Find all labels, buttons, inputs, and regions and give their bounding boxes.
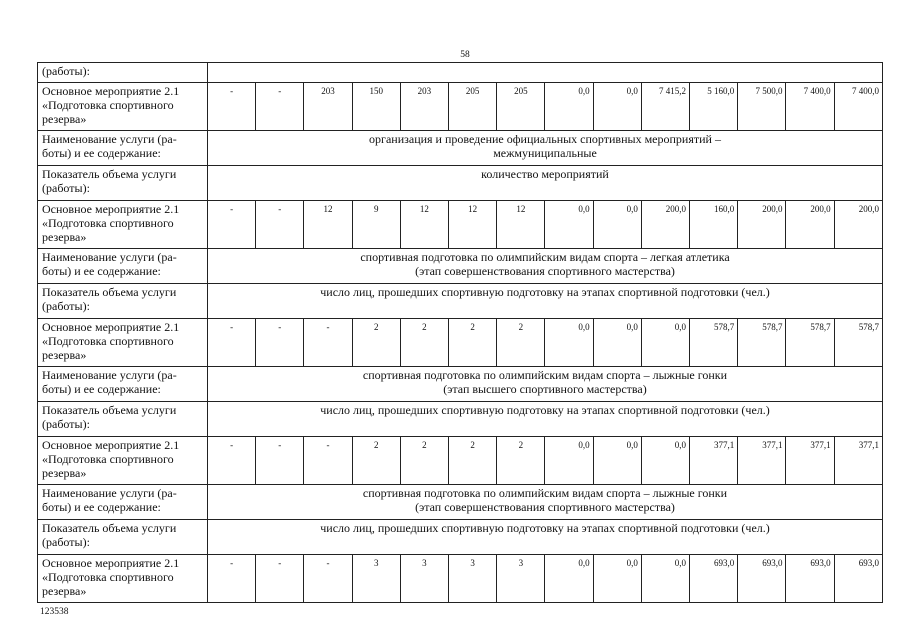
label-line: «Подготовка спортивного bbox=[42, 570, 174, 584]
value-cell: 3 bbox=[400, 555, 448, 603]
label-line: Показатель объема услуги bbox=[42, 521, 177, 535]
value-cell: 200,0 bbox=[834, 201, 882, 249]
row-label bbox=[38, 437, 208, 485]
label-line: Наименование услуги (ра- bbox=[42, 486, 177, 500]
value-cell: 7 415,2 bbox=[641, 83, 689, 131]
value-cell: 203 bbox=[304, 83, 352, 131]
label-line: Наименование услуги (ра- bbox=[42, 368, 177, 382]
label-line: Основное мероприятие 2.1 bbox=[42, 320, 180, 334]
value-cell: 2 bbox=[400, 319, 448, 367]
value-cell: 377,1 bbox=[738, 437, 786, 485]
row-label bbox=[38, 166, 208, 201]
label-line: резерва» bbox=[42, 584, 87, 598]
value-cell: - bbox=[304, 437, 352, 485]
label-line: (работы): bbox=[42, 64, 90, 78]
value-cell: 693,0 bbox=[738, 555, 786, 603]
row-label bbox=[38, 485, 208, 520]
value-cell: 0,0 bbox=[593, 319, 641, 367]
value-cell: 377,1 bbox=[834, 437, 882, 485]
label-line: боты) и ее содержание: bbox=[42, 264, 161, 278]
content-line: (этап совершенствования спортивного мастерства) bbox=[415, 264, 675, 278]
value-cell: 0,0 bbox=[545, 201, 593, 249]
value-cell: 578,7 bbox=[834, 319, 882, 367]
content-line: спортивная подготовка по олимпийским видам спорта – лыжные гонки bbox=[362, 486, 728, 500]
value-cell: - bbox=[256, 555, 304, 603]
value-cell: 578,7 bbox=[786, 319, 834, 367]
row-label bbox=[38, 131, 208, 166]
value-cell: - bbox=[208, 555, 256, 603]
row-label bbox=[38, 319, 208, 367]
label-line: резерва» bbox=[42, 112, 87, 126]
table-row bbox=[38, 402, 883, 437]
value-cell: - bbox=[304, 319, 352, 367]
value-cell: 0,0 bbox=[593, 201, 641, 249]
content-line: количество мероприятий bbox=[481, 167, 609, 181]
label-line: Наименование услуги (ра- bbox=[42, 250, 177, 264]
value-cell: 0,0 bbox=[545, 555, 593, 603]
value-cell: 0,0 bbox=[545, 437, 593, 485]
label-line: резерва» bbox=[42, 466, 87, 480]
label-line: Показатель объема услуги bbox=[42, 167, 177, 181]
content-line: спортивная подготовка по олимпийским видам спорта – легкая атлетика bbox=[360, 250, 730, 264]
table-row bbox=[38, 367, 883, 402]
label-line: резерва» bbox=[42, 348, 87, 362]
value-cell: 200,0 bbox=[738, 201, 786, 249]
value-cell: 5 160,0 bbox=[690, 83, 738, 131]
content-line: спортивная подготовка по олимпийским видам спорта – лыжные гонки bbox=[362, 368, 728, 382]
value-cell: 2 bbox=[497, 437, 545, 485]
row-label bbox=[38, 83, 208, 131]
value-cell: 377,1 bbox=[690, 437, 738, 485]
value-cell: 9 bbox=[352, 201, 400, 249]
label-line: Показатель объема услуги bbox=[42, 285, 177, 299]
content-line: (этап высшего спортивного мастерства) bbox=[443, 382, 647, 396]
value-cell: 693,0 bbox=[834, 555, 882, 603]
value-cell: 200,0 bbox=[786, 201, 834, 249]
table-row bbox=[38, 485, 883, 520]
label-line: «Подготовка спортивного bbox=[42, 334, 174, 348]
value-cell: 160,0 bbox=[690, 201, 738, 249]
value-cell: 578,7 bbox=[690, 319, 738, 367]
value-cell: 150 bbox=[352, 83, 400, 131]
value-cell: 2 bbox=[400, 437, 448, 485]
document-code: 123538 bbox=[40, 607, 69, 617]
value-cell: 7 400,0 bbox=[834, 83, 882, 131]
label-line: Основное мероприятие 2.1 bbox=[42, 556, 180, 570]
service-description bbox=[208, 249, 883, 284]
value-cell: - bbox=[208, 201, 256, 249]
label-line: Наименование услуги (ра- bbox=[42, 132, 177, 146]
table-row bbox=[38, 166, 883, 201]
row-label bbox=[38, 63, 208, 83]
value-cell: 578,7 bbox=[738, 319, 786, 367]
value-cell: - bbox=[208, 319, 256, 367]
value-cell: - bbox=[256, 83, 304, 131]
volume-indicator bbox=[208, 284, 883, 319]
program-table bbox=[37, 62, 883, 603]
table-row bbox=[38, 520, 883, 555]
content-line: число лиц, прошедших спортивную подготовку на этапах спортивной подготовки (чел.) bbox=[320, 403, 770, 417]
row-content bbox=[208, 63, 883, 83]
row-label bbox=[38, 201, 208, 249]
content-line: число лиц, прошедших спортивную подготовку на этапах спортивной подготовки (чел.) bbox=[320, 521, 770, 535]
label-line: Основное мероприятие 2.1 bbox=[42, 202, 180, 216]
service-description bbox=[208, 367, 883, 402]
volume-indicator bbox=[208, 520, 883, 555]
label-line: боты) и ее содержание: bbox=[42, 146, 161, 160]
value-cell: 0,0 bbox=[545, 319, 593, 367]
value-cell: 12 bbox=[497, 201, 545, 249]
value-cell: - bbox=[304, 555, 352, 603]
page-number: 58 bbox=[460, 50, 470, 60]
table-row bbox=[38, 284, 883, 319]
label-line: боты) и ее содержание: bbox=[42, 382, 161, 396]
value-cell: 0,0 bbox=[641, 437, 689, 485]
value-cell: 3 bbox=[449, 555, 497, 603]
value-cell: - bbox=[256, 319, 304, 367]
row-label bbox=[38, 402, 208, 437]
service-description bbox=[208, 131, 883, 166]
content-line: организация и проведение официальных спортивных мероприятий – bbox=[369, 132, 721, 146]
value-cell: 377,1 bbox=[786, 437, 834, 485]
value-cell: 12 bbox=[400, 201, 448, 249]
row-label bbox=[38, 520, 208, 555]
table-row bbox=[38, 555, 883, 603]
label-line: (работы): bbox=[42, 417, 90, 431]
value-cell: 0,0 bbox=[641, 319, 689, 367]
volume-indicator bbox=[208, 166, 883, 201]
value-cell: 0,0 bbox=[593, 555, 641, 603]
value-cell: 7 400,0 bbox=[786, 83, 834, 131]
label-line: боты) и ее содержание: bbox=[42, 500, 161, 514]
row-label bbox=[38, 555, 208, 603]
value-cell: 205 bbox=[497, 83, 545, 131]
table-row bbox=[38, 437, 883, 485]
label-line: Показатель объема услуги bbox=[42, 403, 177, 417]
value-cell: 203 bbox=[400, 83, 448, 131]
value-cell: 0,0 bbox=[593, 437, 641, 485]
value-cell: 0,0 bbox=[641, 555, 689, 603]
content-line: число лиц, прошедших спортивную подготовку на этапах спортивной подготовки (чел.) bbox=[320, 285, 770, 299]
value-cell: - bbox=[256, 437, 304, 485]
value-cell: - bbox=[208, 437, 256, 485]
content-line: (этап совершенствования спортивного мастерства) bbox=[415, 500, 675, 514]
table-row bbox=[38, 83, 883, 131]
value-cell: 12 bbox=[449, 201, 497, 249]
value-cell: 0,0 bbox=[545, 83, 593, 131]
label-line: «Подготовка спортивного bbox=[42, 216, 174, 230]
label-line: (работы): bbox=[42, 299, 90, 313]
volume-indicator bbox=[208, 402, 883, 437]
value-cell: 2 bbox=[497, 319, 545, 367]
label-line: (работы): bbox=[42, 535, 90, 549]
row-label bbox=[38, 284, 208, 319]
table-row bbox=[38, 63, 883, 83]
value-cell: 2 bbox=[352, 437, 400, 485]
label-line: Основное мероприятие 2.1 bbox=[42, 84, 180, 98]
label-line: Основное мероприятие 2.1 bbox=[42, 438, 180, 452]
value-cell: 2 bbox=[449, 319, 497, 367]
value-cell: 3 bbox=[352, 555, 400, 603]
table-row bbox=[38, 201, 883, 249]
label-line: резерва» bbox=[42, 230, 87, 244]
value-cell: 200,0 bbox=[641, 201, 689, 249]
value-cell: 7 500,0 bbox=[738, 83, 786, 131]
row-label bbox=[38, 367, 208, 402]
value-cell: 205 bbox=[449, 83, 497, 131]
label-line: «Подготовка спортивного bbox=[42, 452, 174, 466]
value-cell: 2 bbox=[449, 437, 497, 485]
label-line: «Подготовка спортивного bbox=[42, 98, 174, 112]
table-row bbox=[38, 319, 883, 367]
value-cell: 2 bbox=[352, 319, 400, 367]
value-cell: - bbox=[208, 83, 256, 131]
row-label bbox=[38, 249, 208, 284]
value-cell: 3 bbox=[497, 555, 545, 603]
table-row bbox=[38, 131, 883, 166]
service-description bbox=[208, 485, 883, 520]
content-line: межмуниципальные bbox=[493, 146, 597, 160]
value-cell: 0,0 bbox=[593, 83, 641, 131]
table-row bbox=[38, 249, 883, 284]
value-cell: - bbox=[256, 201, 304, 249]
value-cell: 693,0 bbox=[690, 555, 738, 603]
label-line: (работы): bbox=[42, 181, 90, 195]
value-cell: 693,0 bbox=[786, 555, 834, 603]
value-cell: 12 bbox=[304, 201, 352, 249]
